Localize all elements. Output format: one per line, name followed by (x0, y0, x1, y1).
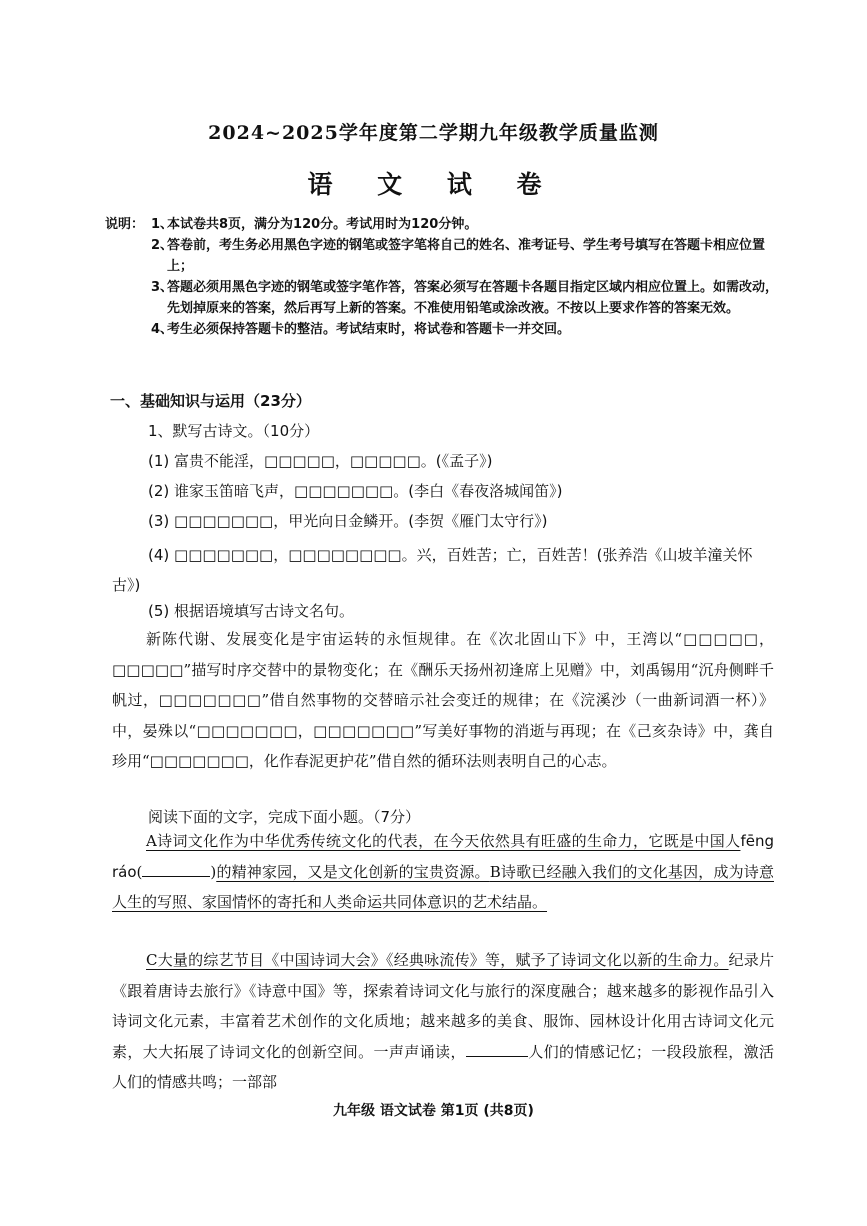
sentence-c: C大量的综艺节目《中国诗词大会》《经典咏流传》等，赋予了诗词文化以新的生命力。 (146, 951, 729, 969)
reading-passage-ab (112, 826, 774, 918)
instruction-text: 答题必须用黑色字迹的钢笔或签字笔作答，答案必须写在答题卡各题目指定区域内相应位置上。如需改动，先划掉原来的答案，然后再写上新的答案。不准使用铅笔或涂改液。不按以上要求作答的答案无效。 (167, 280, 779, 316)
sentence-a-part2: 的精神家园，又是文化创新的宝贵资源。 (216, 862, 490, 881)
question-1-title: 1、默写古诗文。（10分） (148, 422, 320, 440)
sentence-a-part1: A诗词文化作为中华优秀传统文化的代表，在今天依然具有旺盛的生命力，它既是中国人 (146, 832, 741, 850)
exam-title: 2024~2025学年度第二学期九年级教学质量监测 (208, 122, 659, 144)
question-1-3: (3) □□□□□□□，甲光向日金鳞开。(李贺《雁门太守行》) (148, 512, 548, 530)
pinyin-prompt: fēng ráo (112, 832, 774, 881)
question-1-2: (2) 谁家玉笛暗飞声，□□□□□□□。(李白《春夜洛城闻笛》) (148, 482, 563, 500)
page-footer: 九年级 语文试卷 第1页 (共8页) (333, 1103, 534, 1119)
word-blank[interactable] (466, 1042, 528, 1057)
passage-rest-1: 纪录片《跟着唐诗去旅行》《诗意中国》等，探索着诗词文化与旅行的深度融合；越来越多的影视作品引入诗词文化元素，丰富着艺术创作的文化质地；越来越多的美食、服饰、园林设计化用古诗词文化元素，大大拓展了诗词文化的创新空间。一声声诵读， (112, 951, 774, 1061)
reading-passage-c (112, 945, 774, 1098)
instruction-number: 2、 (151, 238, 174, 253)
instruction-item-2 (105, 235, 785, 277)
instructions-lead: 说明： (105, 217, 145, 232)
instruction-item-1 (105, 214, 785, 235)
instruction-text: 本试卷共8页，满分为120分。考试用时为120分钟。 (167, 217, 478, 232)
subject-title: 语 文 试 卷 (307, 170, 560, 199)
question-1-4: (4) □□□□□□□，□□□□□□□□。兴，百姓苦；亡，百姓苦！(张养浩《山坡羊潼关怀古》) (112, 546, 753, 594)
instruction-number: 3、 (151, 280, 174, 295)
instruction-item-4 (105, 319, 785, 340)
instruction-text: 考生必须保持答题卡的整洁。考试结束时，将试卷和答题卡一并交回。 (167, 322, 571, 337)
instruction-text: 答卷前，考生务必用黑色字迹的钢笔或签字笔将自己的姓名、准考证号、学生考号填写在答题卡相应位置上； (167, 238, 766, 274)
context-paragraph: 新陈代谢、发展变化是宇宙运转的永恒规律。在《次北固山下》中，王湾以“□□□□□，□□□□□”描写时序交替中的景物变化；在《酬乐天扬州初逢席上见赠》中，刘禹锡用“沉舟侧畔千帆过，□□□□□□□”借自然事物的交替暗示社会变迁的规律；在《浣溪沙（一曲新词酒一杯）》中，晏殊以“□□□□□□□，□□□□□□□”写美好事物的消逝与再现；在《己亥杂诗》中，龚自珍用“□□□□□□□，化作春泥更护花”借自然的循环法则表明自己的心志。 (112, 630, 774, 770)
sentence-b: B诗歌已经融入我们的文化基因，成为诗意人生的写照、家国情怀的寄托和人类命运共同体意识的艺术结晶。 (112, 862, 774, 911)
question-1-5: (5) 根据语境填写古诗文名句。 (148, 602, 355, 620)
question-1-1: (1) 富贵不能淫，□□□□□，□□□□□。(《孟子》) (148, 452, 493, 470)
instruction-number: 1、 (151, 217, 174, 232)
instruction-item-3 (105, 277, 785, 319)
passage-rest-2: 人们的情感记忆；一段段旅程，激活人们的情感共鸣；一部部 (112, 1042, 774, 1091)
reading-intro: 阅读下面的文字，完成下面小题。（7分） (148, 808, 421, 826)
section-heading: 一、基础知识与运用（23分） (110, 392, 311, 410)
instruction-number: 4、 (151, 322, 174, 337)
instructions-block (105, 214, 785, 340)
pinyin-blank[interactable]: ( ) (136, 862, 217, 881)
